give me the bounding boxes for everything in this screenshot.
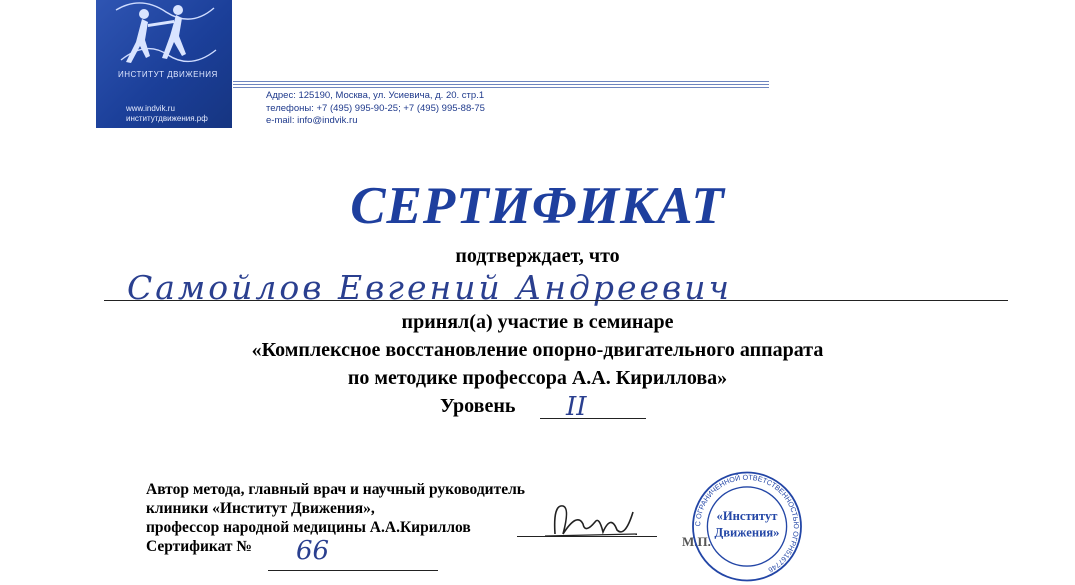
author-line1: Автор метода, главный врач и научный руководитель (146, 481, 525, 498)
level-underline (540, 418, 646, 419)
clinic-stamp (682, 468, 812, 585)
participation-text: принял(а) участие в семинаре (401, 311, 674, 333)
certificate-number-label: Сертификат № (146, 538, 252, 555)
author-line3: профессор народной медицины А.А.Кириллов (146, 519, 471, 536)
certificate-number-underline (268, 570, 438, 571)
author-block (146, 480, 525, 556)
signature-icon (525, 494, 655, 554)
seminar-title-line2: по методике профессора А.А. Кириллова» (347, 367, 728, 389)
header-rule (233, 81, 769, 90)
institute-logo (96, 0, 232, 128)
contact-block (266, 90, 485, 128)
mp-label: М.П. (682, 534, 711, 549)
phones-text: телефоны: +7 (495) 995-90-25; +7 (495) 995-88-75 (266, 102, 485, 114)
level-value: II (566, 392, 587, 422)
seminar-title-line1: «Комплексное восстановление опорно-двигательного аппарата (251, 339, 824, 361)
level-label: Уровень (440, 395, 516, 417)
stamp-center-text-2: Движения» (714, 525, 780, 540)
recipient-name: Самойлов Евгений Андреевич (127, 268, 733, 307)
stamp-ring-text: С ОГРАНИЧЕННОЙ ОТВЕТСТВЕННОСТЬЮ ОГРН5167746 (693, 472, 801, 575)
name-underline (104, 300, 1008, 301)
certificate-number: 66 (296, 536, 330, 566)
email-text: e-mail: info@indvik.ru (266, 115, 358, 126)
confirms-text: подтверждает, что (455, 245, 620, 267)
author-line2: клиники «Институт Движения», (146, 500, 375, 517)
logo-url-rf: институтдвижения.рф (126, 114, 208, 123)
logo-name: ИНСТИТУТ ДВИЖЕНИЯ (118, 70, 218, 79)
logo-url: www.indvik.ru (126, 104, 175, 113)
stamp-center-text-1: «Институт (716, 509, 778, 524)
address-text: Адрес: 125190, Москва, ул. Усиевича, д. 20. стр.1 (266, 90, 485, 101)
certificate-title: СЕРТИФИКАТ (350, 177, 725, 235)
